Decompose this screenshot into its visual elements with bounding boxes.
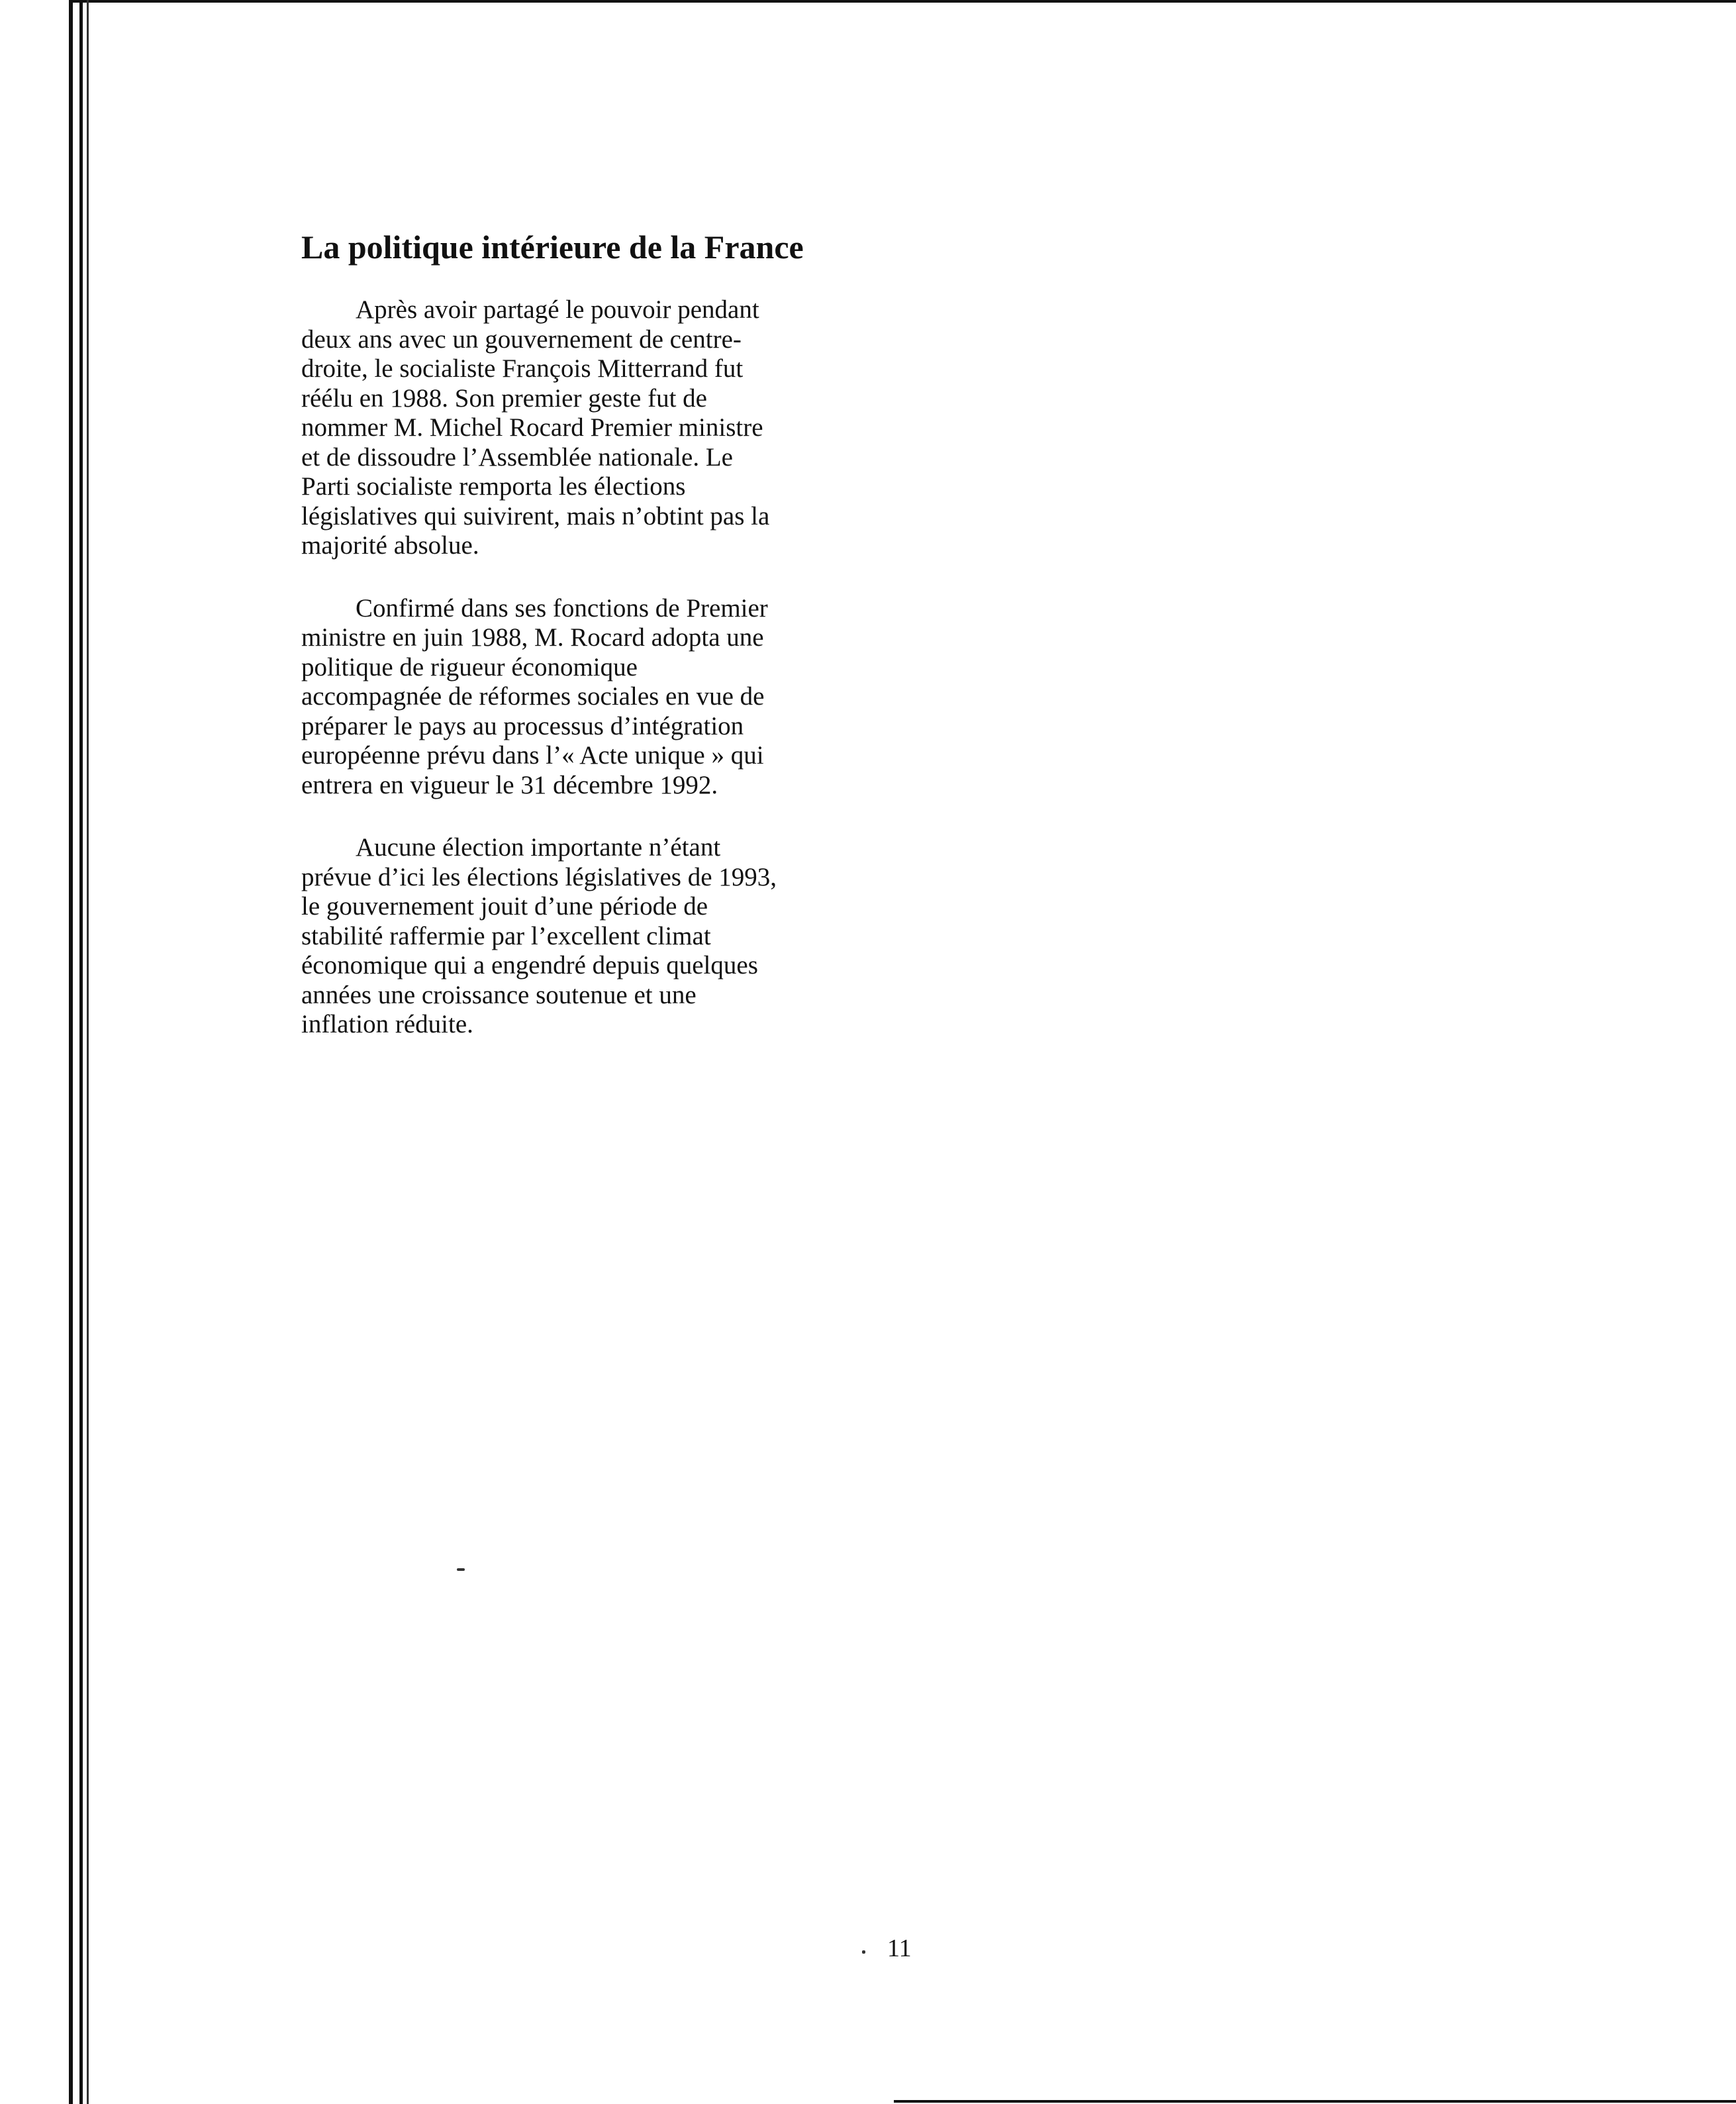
text-line: et de dissoudre l’Assemblée nationale. Le xyxy=(301,442,733,472)
scan-bottom-edge xyxy=(894,2100,1736,2103)
text-line: législatives qui suivirent, mais n’obtint pas la xyxy=(301,501,770,530)
scan-speck xyxy=(862,1950,865,1954)
text-line: économique qui a engendré depuis quelques xyxy=(301,951,758,979)
article xyxy=(301,225,844,1073)
text-line: droite, le socialiste François Mitterrand fut xyxy=(301,354,744,383)
scan-left-edge xyxy=(69,0,73,2104)
text-line: accompagnée de réformes sociales en vue de xyxy=(301,682,765,711)
text-line: entrera en vigueur le 31 décembre 1992. xyxy=(301,770,718,799)
text-line: majorité absolue. xyxy=(301,531,479,560)
text-line: réélu en 1988. Son premier geste fut de xyxy=(301,383,707,413)
scan-left-edge xyxy=(79,0,83,2104)
text-line: inflation réduite. xyxy=(301,1010,473,1038)
text-line: Confirmé dans ses fonctions de Premier xyxy=(356,593,768,623)
text-line: deux ans avec un gouvernement de centre- xyxy=(301,325,742,354)
text-line: années une croissance soutenue et une xyxy=(301,980,697,1009)
text-line: Après avoir partagé le pouvoir pendant xyxy=(356,295,759,324)
text-line: européenne prévu dans l’« Acte unique » qui xyxy=(301,741,764,770)
text-line: ministre en juin 1988, M. Rocard adopta une xyxy=(301,623,764,652)
text-line: politique de rigueur économique xyxy=(301,652,638,681)
text-line: préparer le pays au processus d’intégration xyxy=(301,711,744,740)
paragraph-2 xyxy=(301,594,844,801)
page-title: La politique intérieure de la France xyxy=(301,228,804,266)
text-line: stabilité raffermie par l’excellent climat xyxy=(301,921,711,950)
paragraph-3 xyxy=(301,833,844,1040)
text-line: nommer M. Michel Rocard Premier ministre xyxy=(301,413,763,442)
scan-left-edge xyxy=(87,0,89,2104)
page-number: 11 xyxy=(887,1934,912,1962)
text-line: Aucune élection importante n’étant xyxy=(356,833,721,862)
text-line: le gouvernement jouit d’une période de xyxy=(301,892,708,921)
scan-speck xyxy=(457,1568,465,1571)
text-line: Parti socialiste remporta les élections xyxy=(301,472,686,501)
text-line: prévue d’ici les élections législatives de 1993, xyxy=(301,862,777,891)
scan-top-edge xyxy=(70,0,1736,3)
paragraph-1 xyxy=(301,295,844,561)
